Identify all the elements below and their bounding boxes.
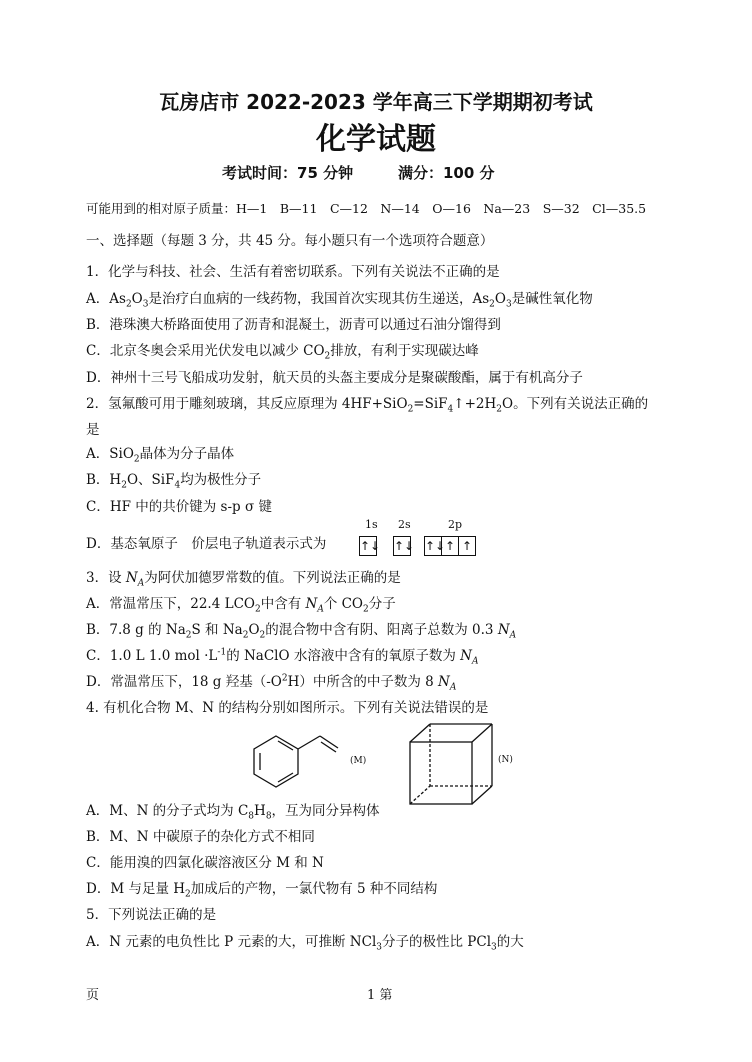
q3-option-a: A．常温常压下，22.4 $LCO_2$中含有 $N_A$个 $CO_2$分子 [86,596,396,615]
q2-stem: 2．氢氟酸可用于雕刻玻璃，其反应原理为 $4HF+SiO_2=SiF_4↑+2H_2O$。下列有关说法正确的 [86,396,649,415]
q4-stem: 4. 有机化合物 M、N 的结构分别如图所示。下列有关说法错误的是 [86,700,489,716]
exam-score: 满分：100 分 [398,164,495,182]
q1-stem: 1．化学与科技、社会、生活有着密切联系。下列有关说法不正确的是 [86,264,500,280]
q3-stem: 3．设 $N_A$为阿伏加德罗常数的值。下列说法正确的是 [86,570,401,589]
orbital-label-2p: 2p [448,518,463,531]
orbital-box-1s: ↑↓ [359,536,377,556]
q2-option-d: D．基态氧原子 价层电子轨道表示式为 [86,536,327,552]
footer-page-left: 页 [86,988,100,1003]
q4-option-d: D．M 与足量 $H_2$加成后的产物，一氯代物有 5 种不同结构 [86,881,438,900]
q4-option-c: C．能用溴的四氯化碳溶液区分 M 和 N [86,855,324,871]
orbital-box-2s: ↑↓ [393,536,411,556]
subject-title: 化学试题 [316,122,436,157]
exam-time: 考试时间：75 分钟 [222,164,354,182]
q2-stem-cont: 是 [86,422,100,438]
q5-stem: 5．下列说法正确的是 [86,907,217,923]
structure-n [410,724,492,804]
q1-option-c: C．北京冬奥会采用光伏发电以减少 $CO_2$排放，有利于实现碳达峰 [86,343,479,362]
structure-figures [240,722,550,806]
footer-page-number: 1 第 [367,988,393,1003]
atomic-masses: 可能用到的相对原子质量：H—1 B—11 C—12 N—14 O—16 Na—23 S—32 Cl—35.5 [86,201,647,216]
section-heading: 一、选择题（每题 3 分，共 45 分。每小题只有一个选项符合题意） [86,233,494,249]
q2-option-c: C．HF 中的共价键为 s-p σ 键 [86,499,272,515]
structure-n-label: (N) [498,755,513,765]
q2-option-b: B．$H_2O$、SiF$_4$均为极性分子 [86,472,262,491]
q4-option-b: B．M、N 中碳原子的杂化方式不相同 [86,829,315,845]
q1-option-a: A．$As_2O_3$是治疗白血病的一线药物，我国首次实现其仿生递送，$As_2O_3$是碱性氧化物 [86,291,593,310]
q3-option-d: D．常温常压下，18 g 羟基$(-O^2H)$中所含的中子数为 8 $N_A$ [86,673,457,693]
exam-title: 瓦房店市 2022-2023 学年高三下学期期初考试 [159,90,593,114]
structure-m [254,736,338,787]
orbital-box-2p-3: ↑ [458,536,476,556]
q3-option-b: B．7.8 g 的 $Na_2S$ 和 $Na_2O_2$的混合物中含有阴、阳离子总数为 0.3 $N_A$ [86,622,517,641]
orbital-box-2p-1: ↑↓ [424,536,442,556]
q4-option-a: A．M、N 的分子式均为 $C_8H_8$，互为同分异构体 [86,803,380,822]
q1-option-b: B．港珠澳大桥路面使用了沥青和混凝土，沥青可以通过石油分馏得到 [86,317,501,333]
q1-option-d: D．神州十三号飞船成功发射，航天员的头盔主要成分是聚碳酸酯，属于有机高分子 [86,370,583,386]
q3-option-c: C．1.0 L 1.0 mol $\cdot L^{-1}$的 NaClO 水溶液中含有的氧原子数为 $N_A$ [86,647,479,667]
orbital-label-1s: 1s [365,518,378,531]
q5-option-a: A．N 元素的电负性比 P 元素的大，可推断 NCl$_3$分子的极性比 PCl$_3$的大 [86,934,524,953]
orbital-box-2p-2: ↑ [441,536,459,556]
q2-option-a: A．SiO$_2$晶体为分子晶体 [86,446,235,465]
structure-m-label: (M) [350,756,367,766]
orbital-label-2s: 2s [398,518,411,531]
